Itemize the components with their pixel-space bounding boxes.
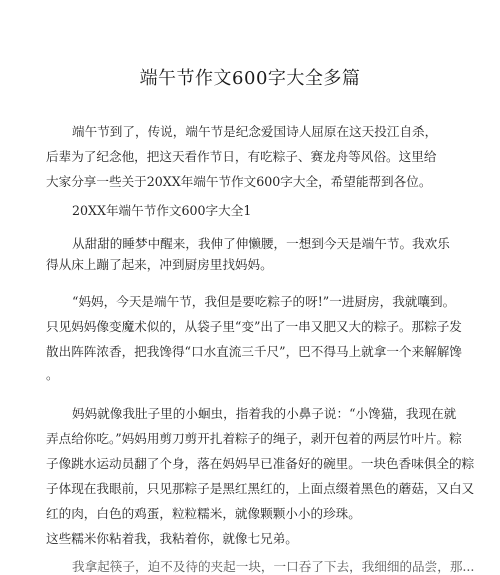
- paragraph-line: 妈妈就像我肚子里的小蛔虫，指着我的小鼻子说：“小馋猫，我现在就: [72, 406, 457, 421]
- paragraph-line: 红的肉，白色的鸡蛋，粒粒糯米，就像颗颗小小的珍珠。: [46, 506, 361, 521]
- paragraph-line: 弄点给你吃。”妈妈用剪刀剪开扎着粽子的绳子，剥开包着的两层竹叶片。粽: [46, 431, 462, 446]
- paragraph-line: “妈妈，今天是端午节，我但是要吃粽子的呀!”一进厨房，我就嚷到。: [72, 294, 456, 309]
- paragraph-line: 从甜甜的睡梦中醒来，我伸了伸懒腰，一想到今天是端午节。我欢乐: [72, 236, 450, 251]
- paragraph-line: 只见妈妈像变魔术似的，从袋子里“变”出了一串又肥又大的粽子。那粽子发: [46, 319, 462, 334]
- paragraph-line: 后辈为了纪念他，把这天看作节日，有吃粽子、赛龙舟等风俗。这里给: [46, 149, 437, 164]
- paragraph-line: 得从床上蹦了起来，冲到厨房里找妈妈。: [46, 257, 273, 272]
- document-title: 端午节作文600字大全多篇: [139, 68, 361, 89]
- paragraph-line: 端午节到了，传说，端午节是纪念爱国诗人屈原在这天投江自杀，: [72, 124, 438, 139]
- paragraph-line: 这些糯米你粘着我，我粘着你，就像七兄弟。: [46, 531, 298, 546]
- paragraph-line: 。: [46, 367, 59, 382]
- paragraph-line: 我拿起筷子，迫不及待的夹起一块，一口吞了下去，我细细的品尝，那...: [72, 559, 475, 574]
- section-heading: 20XX年端午节作文600字大全1: [72, 203, 252, 218]
- paragraph-line: 子像跳水运动员翻了个身，落在妈妈早已准备好的碗里。一块色香味俱全的粽: [46, 456, 475, 471]
- paragraph-line: 子体现在我眼前，只见那粽子是黑红黑红的，上面点缀着黑色的蘑菇，又白又: [46, 481, 475, 496]
- paragraph-line: 大家分享一些关于20XX年端午节作文600字大全，希望能帮到各位。: [46, 174, 432, 189]
- paragraph-line: 散出阵阵浓香，把我馋得“口水直流三千尺”，巴不得马上就拿一个来解解馋: [46, 344, 462, 359]
